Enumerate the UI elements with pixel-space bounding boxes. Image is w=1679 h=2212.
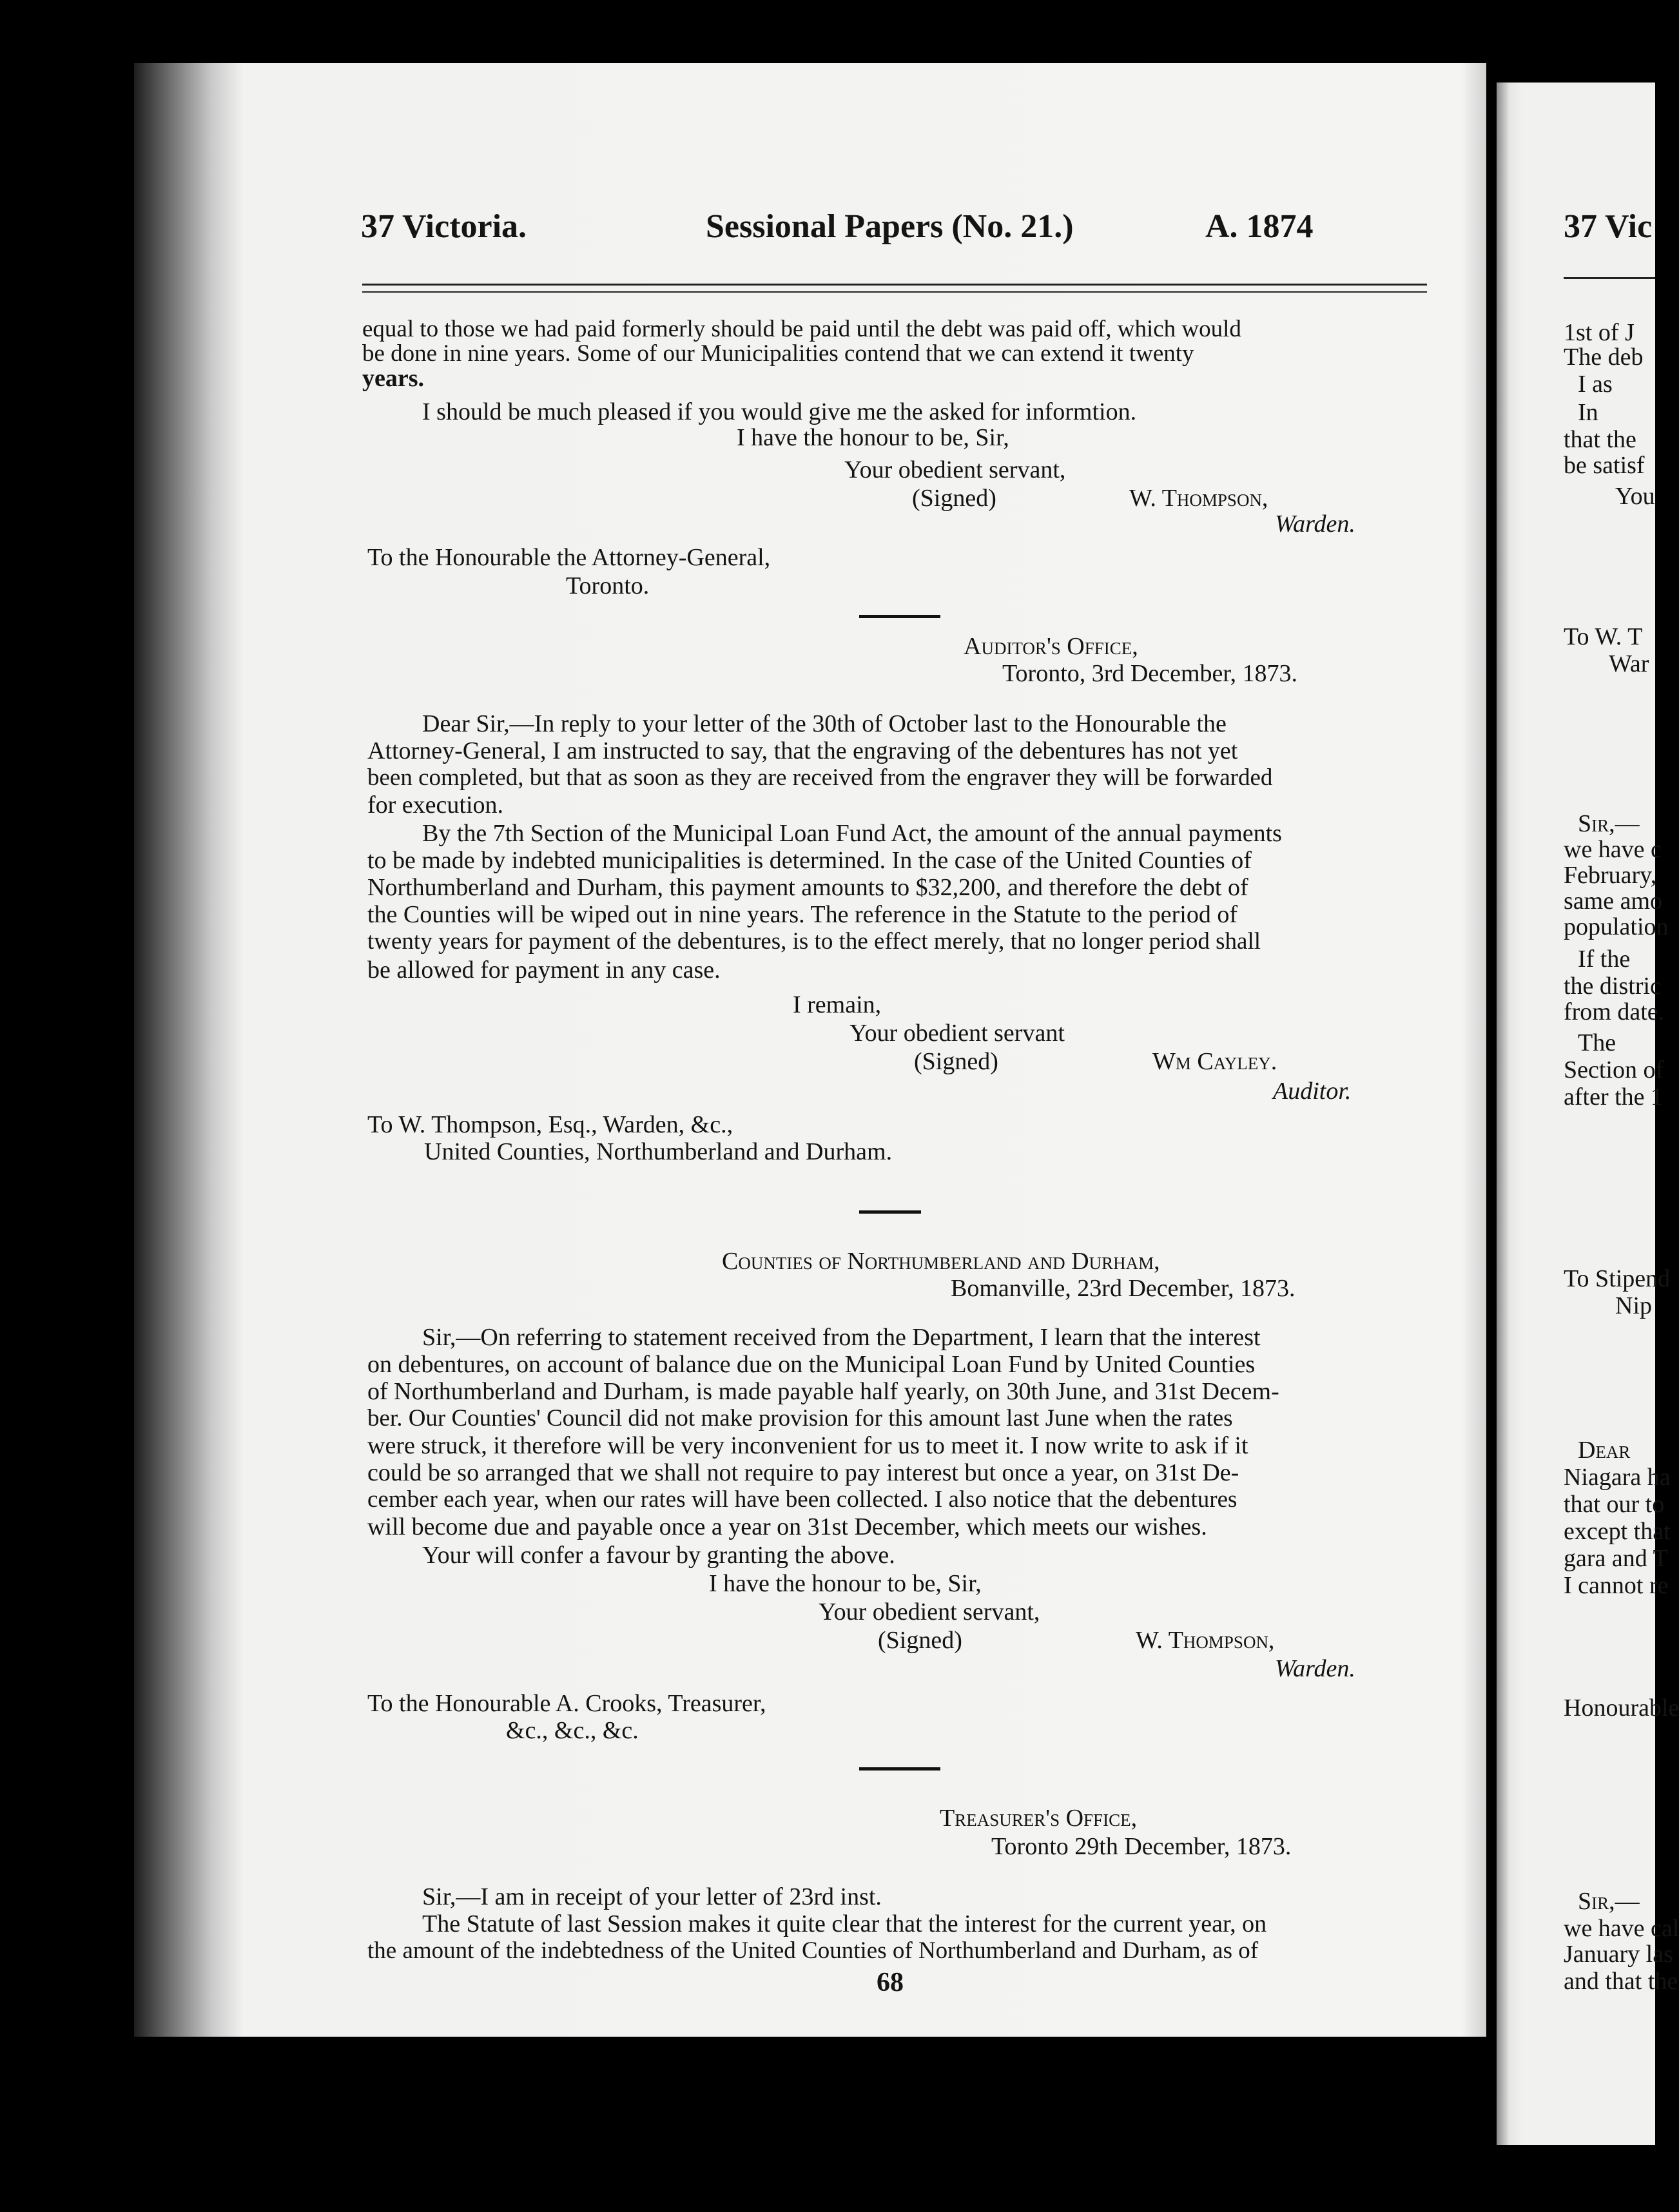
letter-3-line: could be so arranged that we shall not require to pay interest but once a year, on 31st De- [367, 1459, 1239, 1486]
letter-3-closing: I have the honour to be, Sir, [709, 1570, 982, 1597]
letter-3-line: were struck, it therefore will be very inconvenient for us to meet it. I now write to ask if it [367, 1432, 1248, 1459]
letter-2-signed: (Signed) [914, 1048, 998, 1075]
letter-3-line: Your will confer a favour by granting the above. [422, 1542, 895, 1569]
letter-4-line: The Statute of last Session makes it quite clear that the interest for the current year, on [422, 1910, 1267, 1937]
right-fragment: the distric [1564, 973, 1661, 1000]
letter-2-line: for execution. [367, 791, 504, 819]
right-fragment: I cannot re [1564, 1572, 1669, 1599]
letter-2-signer: Wm Cayley. [1152, 1048, 1277, 1075]
right-header: 37 Vic [1564, 208, 1653, 245]
letter-1-line: equal to those we had paid formerly should be paid until the debt was paid off, which would [362, 316, 1241, 342]
right-fragment: Dear [1578, 1437, 1631, 1464]
letter-4-line: the amount of the indebtedness of the United Counties of Northumberland and Durham, as of [367, 1937, 1259, 1964]
right-fragment: from date. [1564, 998, 1665, 1025]
letter-4-place-date: Toronto 29th December, 1873. [991, 1833, 1292, 1860]
letter-2-line: Northumberland and Durham, this payment amounts to $32,200, and therefore the debt of [367, 874, 1248, 901]
letter-2-line: By the 7th Section of the Municipal Loan Fund Act, the amount of the annual payments [422, 820, 1282, 847]
right-fragment: I as [1578, 371, 1613, 398]
letter-2-servant: Your obedient servant [849, 1020, 1065, 1047]
letter-1-title: Warden. [1275, 510, 1355, 538]
letter-1-line: be done in nine years. Some of our Municipalities contend that we can extend it twenty [362, 340, 1194, 367]
letter-4-line: Sir,—I am in receipt of your letter of 23rd inst. [422, 1883, 882, 1910]
letter-2-line: be allowed for payment in any case. [367, 956, 721, 984]
right-fragment: The [1578, 1029, 1616, 1056]
letter-2-line: Dear Sir,—In reply to your letter of the 30th of October last to the Honourable the [422, 710, 1227, 737]
letter-2-line: twenty years for payment of the debentures, is to the effect merely, that no longer period shall [367, 928, 1261, 955]
letter-3-to: To the Honourable A. Crooks, Treasurer, [367, 1690, 766, 1717]
letter-1-closing: I have the honour to be, Sir, [737, 424, 1009, 451]
right-fragment: we have cal [1564, 1915, 1679, 1942]
letter-3-signed: (Signed) [878, 1627, 962, 1654]
right-fragment: You [1615, 483, 1655, 510]
letter-2-line: Attorney-General, I am instructed to say, that the engraving of the debentures has not yet [367, 737, 1238, 764]
letter-2-to-place: United Counties, Northumberland and Durham. [424, 1138, 893, 1165]
section-divider [859, 1767, 940, 1771]
right-fragment: we have c [1564, 836, 1662, 863]
letter-3-title: Warden. [1275, 1655, 1355, 1682]
right-fragment: and that the [1564, 1968, 1678, 1995]
letter-2-office: Auditor's Office, [964, 633, 1138, 660]
right-fragment: To W. T [1564, 623, 1643, 650]
right-fragment: Niagara ha [1564, 1464, 1671, 1491]
letter-3-office: Counties of Northumberland and Durham, [722, 1248, 1160, 1275]
letter-3-to-place: &c., &c., &c. [506, 1717, 639, 1744]
right-fragment: 1st of J [1564, 319, 1635, 346]
right-fragment: except that [1564, 1518, 1671, 1545]
letter-3-servant: Your obedient servant, [819, 1598, 1040, 1625]
header-rule-top [362, 284, 1427, 286]
right-fragment: after the 1 [1564, 1083, 1664, 1111]
letter-3-line: ber. Our Counties' Council did not make provision for this amount last June when the rates [367, 1405, 1233, 1431]
right-fragment: February, [1564, 862, 1657, 889]
letter-1-to: To the Honourable the Attorney-General, [367, 544, 771, 571]
right-fragment: Nip [1615, 1292, 1652, 1319]
header-title: Sessional Papers (No. 21.) [706, 208, 1074, 245]
section-divider [859, 1210, 921, 1214]
section-divider [859, 615, 940, 618]
right-fragment: In [1578, 399, 1598, 426]
letter-3-line: cember each year, when our rates will have been collected. I also notice that the debentures [367, 1486, 1237, 1513]
right-fragment: that the [1564, 426, 1636, 453]
letter-3-line: will become due and payable once a year on 31st December, which meets our wishes. [367, 1513, 1207, 1540]
page-number: 68 [877, 1968, 904, 1997]
letter-2-place-date: Toronto, 3rd December, 1873. [1002, 660, 1298, 687]
header-rule-bottom [362, 291, 1427, 293]
letter-1-servant: Your obedient servant, [844, 456, 1066, 483]
letter-1-signed: (Signed) [912, 485, 996, 512]
right-header-rule [1564, 277, 1655, 279]
right-fragment: be satisf [1564, 452, 1645, 479]
letter-2-title: Auditor. [1273, 1078, 1352, 1105]
header-session: 37 Victoria. [361, 208, 527, 245]
letter-1-to-place: Toronto. [566, 572, 650, 599]
header-year: A. 1874 [1205, 208, 1314, 245]
right-fragment: Sir,— [1578, 810, 1640, 837]
letter-2-line: been completed, but that as soon as they are received from the engraver they will be forwarded [367, 764, 1273, 791]
letter-3-line: of Northumberland and Durham, is made payable half yearly, on 30th June, and 31st Decem- [367, 1378, 1279, 1405]
letter-2-line: to be made by indebted municipalities is determined. In the case of the United Counties of [367, 847, 1252, 874]
letter-3-line: Sir,—On referring to statement received from the Department, I learn that the interest [422, 1324, 1261, 1351]
right-page-text [1564, 0, 1679, 2212]
right-fragment: same amo [1564, 888, 1663, 915]
letter-2-line: the Counties will be wiped out in nine years. The reference in the Statute to the period of [367, 901, 1238, 928]
letter-2-to: To W. Thompson, Esq., Warden, &c., [367, 1111, 733, 1138]
letter-2-closing: I remain, [793, 991, 882, 1018]
right-fragment: To Stipend [1564, 1265, 1671, 1292]
right-fragment: January las [1564, 1941, 1673, 1968]
right-fragment: Sir,— [1578, 1888, 1640, 1915]
letter-3-signer: W. Thompson, [1136, 1627, 1275, 1654]
letter-3-place-date: Bomanville, 23rd December, 1873. [951, 1275, 1296, 1302]
letter-1-line: years. [362, 365, 425, 392]
right-fragment: War [1609, 650, 1649, 677]
letter-3-line: on debentures, on account of balance due on the Municipal Loan Fund by United Counties [367, 1351, 1256, 1378]
right-fragment: gara and T [1564, 1545, 1668, 1572]
right-fragment: that our to [1564, 1491, 1665, 1518]
right-fragment: If the [1578, 946, 1631, 973]
letter-1-line: I should be much pleased if you would give me the asked for informtion. [422, 398, 1137, 425]
right-fragment: Section of [1564, 1056, 1664, 1083]
right-fragment: The deb [1564, 344, 1644, 371]
right-fragment: population [1564, 913, 1669, 940]
right-fragment: Honourable [1564, 1694, 1679, 1722]
letter-1-signer: W. Thompson, [1129, 485, 1268, 512]
letter-4-office: Treasurer's Office, [940, 1805, 1138, 1832]
